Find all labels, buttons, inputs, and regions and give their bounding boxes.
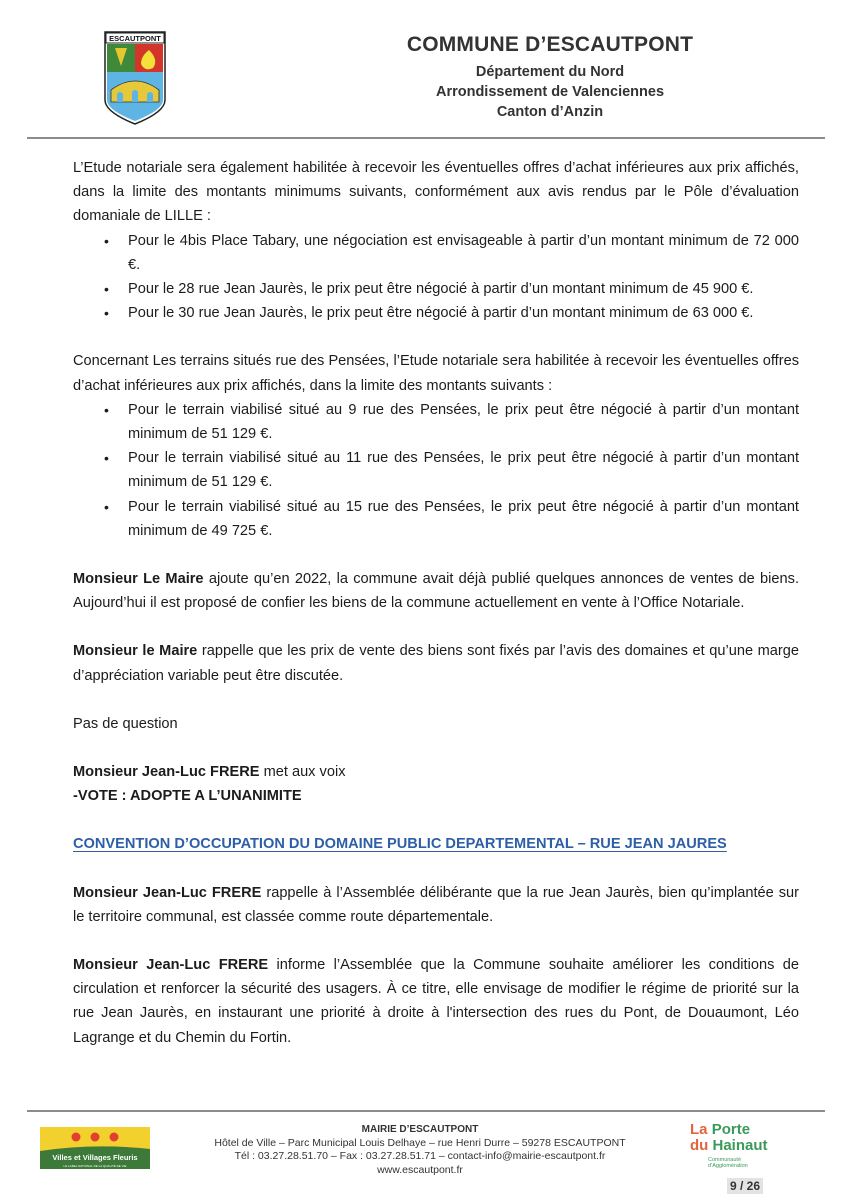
paragraph-text: rappelle que les prix de vente des biens sont fixés par l’avis des domaines et qu’une marge d’appréciation variable peut être discutée.	[73, 643, 799, 684]
vote-result	[73, 784, 799, 808]
paragraph-priorite	[73, 953, 799, 1050]
list-item	[73, 301, 799, 325]
paragraph-text: ajoute qu’en 2022, la commune avait déjà publié quelques annonces de ventes de biens. Aujourd’hui il est proposé de confier les biens de la commune actuellement en vente à l’Office Notariale.	[73, 571, 799, 612]
price-list-terrains	[73, 398, 799, 543]
crest-label: ESCAUTPONT	[109, 34, 161, 43]
list-item-text: Pour le 4bis Place Tabary, une négociation est envisageable à partir d’un montant minimum de 72 000 €.	[128, 232, 799, 273]
partner-text: La	[690, 1121, 712, 1138]
paragraph-maire-annonces	[73, 567, 799, 615]
no-question-text: Pas de question	[73, 715, 178, 732]
bullet-icon: •	[104, 401, 109, 418]
bullet-icon: •	[104, 232, 109, 249]
speaker-name: Monsieur Jean-Luc FRERE	[73, 764, 260, 781]
list-item	[73, 398, 799, 446]
vote-result-text: -VOTE : ADOPTE A L’UNANIMITE	[73, 788, 302, 805]
bullet-icon: •	[104, 450, 109, 467]
paragraph-maire-prix	[73, 639, 799, 687]
list-item-text: Pour le 30 rue Jean Jaurès, le prix peut être négocié à partir d’un montant minimum de 63 000 €.	[128, 305, 754, 322]
la-porte-du-hainaut-logo	[690, 1122, 790, 1169]
partner-text: du	[690, 1137, 713, 1154]
header-divider	[27, 137, 825, 139]
list-item-text: Pour le terrain viabilisé situé au 15 rue des Pensées, le prix peut être négocié à partir d’un montant minimum de 49 725 €.	[128, 498, 799, 539]
contact-line: Tél : 03.27.28.51.70 – Fax : 03.27.28.51.71 – contact-info@mairie-escautpont.fr	[234, 1150, 606, 1163]
paragraph-text: rappelle à l’Assemblée délibérante que la rue Jean Jaurès, bien qu’implantée sur le territoire communal, est classée comme route départementale.	[73, 884, 799, 925]
address-line: Hôtel de Ville – Parc Municipal Louis Delhaye – rue Henri Durre – 59278 ESCAUTPONT	[214, 1136, 626, 1149]
arrondissement-line: Arrondissement de Valenciennes	[435, 84, 665, 100]
partner-sub: d’Agglomération	[708, 1163, 748, 1169]
list-item-text: Pour le 28 rue Jean Jaurès, le prix peut être négocié à partir d’un montant minimum de 45 900 €.	[128, 281, 754, 298]
partner-text: Hainaut	[712, 1137, 768, 1154]
list-item	[73, 495, 799, 543]
list-item-text: Pour le terrain viabilisé situé au 11 rue des Pensées, le prix peut être négocié à partir d’un montant minimum de 51 129 €.	[128, 450, 799, 491]
bullet-icon: •	[104, 498, 109, 515]
paragraph-text: met aux voix	[259, 764, 346, 781]
vote-call	[73, 760, 799, 784]
list-item	[73, 446, 799, 494]
commune-title: COMMUNE D’ESCAUTPONT	[406, 33, 694, 56]
vvf-label: Villes et Villages Fleuris	[52, 1153, 138, 1162]
bullet-icon: •	[104, 281, 109, 298]
paragraph-text: informe l’Assemblée que la Commune souhaite améliorer les conditions de circulation et renforcer la sécurité des usagers. À ce titre, elle envisage de modifier le régime de priorité sur la rue Jean Jaurès, en instaurant une priorité à droite à l'intersection des rues du Pont, de Douaumont, Léo Lagrange et du Chemin du Fortin.	[73, 957, 799, 1046]
vvf-sub: LE LABEL NATIONAL DE LA QUALITÉ DE VIE	[63, 1164, 127, 1168]
speaker-name: Monsieur Le Maire	[73, 571, 204, 588]
villes-villages-fleuris-logo	[40, 1127, 150, 1169]
document-body	[73, 156, 799, 1050]
list-item	[73, 277, 799, 301]
list-item	[73, 229, 799, 277]
website-link[interactable]: www.escautpont.fr	[377, 1163, 463, 1176]
mairie-title: MAIRIE D’ESCAUTPONT	[361, 1124, 479, 1135]
paragraph-rue-jaures	[73, 881, 799, 929]
footer-divider	[27, 1110, 825, 1112]
partner-sub: Communauté	[708, 1157, 742, 1163]
section-heading: CONVENTION D’OCCUPATION DU DOMAINE PUBLIC DEPARTEMENTAL – RUE JEAN JAURES	[73, 836, 727, 853]
canton-line: Canton d’Anzin	[496, 104, 604, 120]
header	[360, 32, 740, 122]
speaker-name: Monsieur le Maire	[73, 643, 198, 660]
speaker-name: Monsieur Jean-Luc FRERE	[73, 884, 262, 901]
partner-text: Porte	[711, 1121, 751, 1138]
bullet-icon: •	[104, 305, 109, 322]
page-number: 9 / 26	[727, 1178, 763, 1194]
paragraph-terrains: Concernant Les terrains situés rue des Pensées, l’Etude notariale sera habilitée à recevoir les éventuelles offres d’achat inférieures aux prix affichés, dans la limite des montants suivants :	[73, 353, 799, 394]
departement-line: Département du Nord	[475, 64, 625, 80]
speaker-name: Monsieur Jean-Luc FRERE	[73, 957, 269, 974]
footer-address	[210, 1123, 630, 1177]
escautpont-crest-logo	[103, 30, 167, 126]
list-item-text: Pour le terrain viabilisé situé au 9 rue des Pensées, le prix peut être négocié à partir d’un montant minimum de 51 129 €.	[128, 401, 799, 443]
paragraph-offres: L’Etude notariale sera également habilitée à recevoir les éventuelles offres d’achat inférieures aux prix affichés, dans la limite des montants minimums suivants, conformément aux avis rendus par le Pôle d’évaluation domaniale de LILLE :	[73, 160, 799, 225]
price-list-biens	[73, 229, 799, 326]
